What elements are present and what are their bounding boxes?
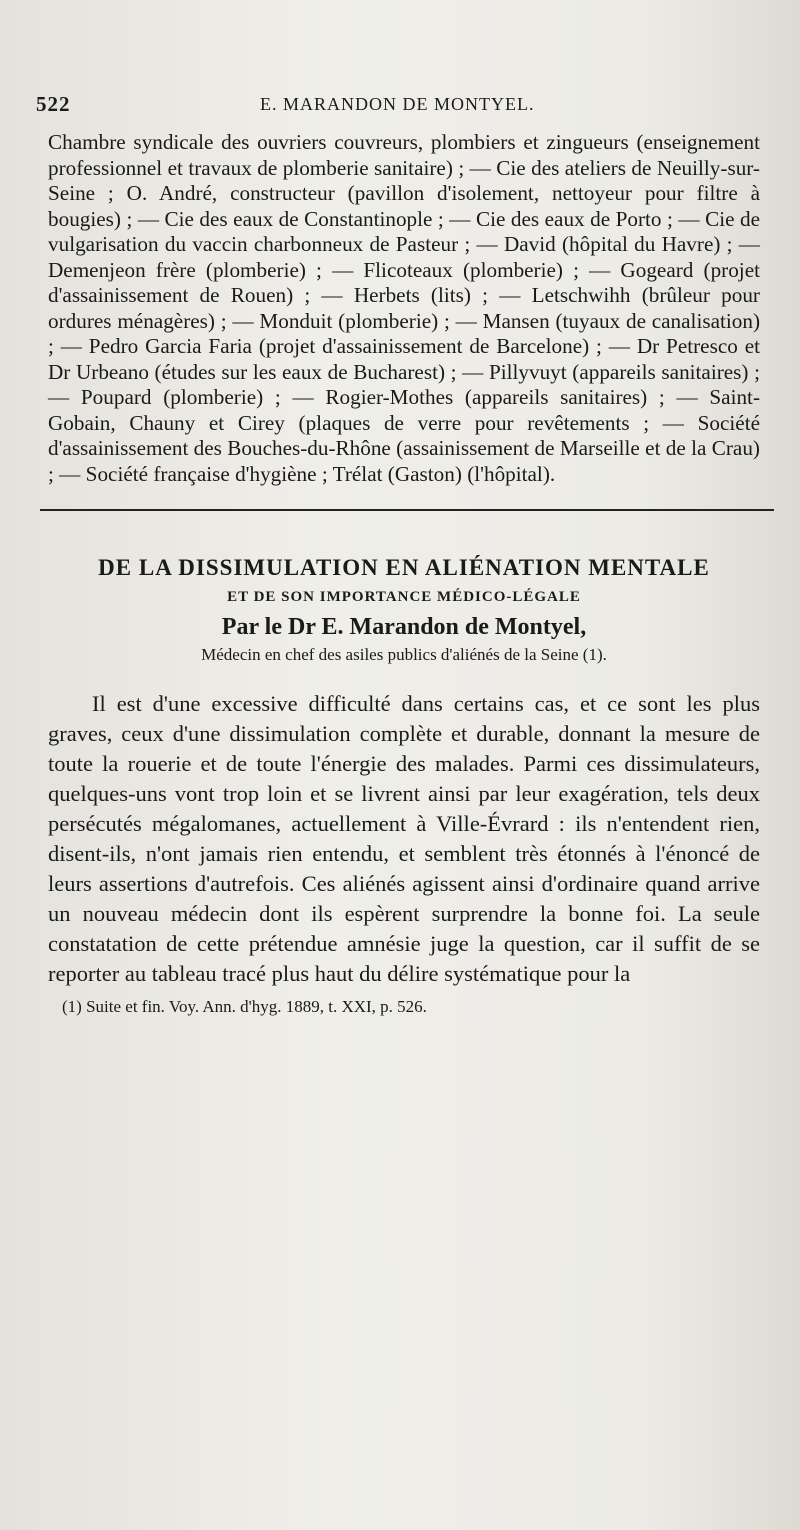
footnote: (1) Suite et fin. Voy. Ann. d'hyg. 1889, t. XXI, p. 526. [62, 997, 427, 1016]
article-title: DE LA DISSIMULATION EN ALIÉNATION MENTALE [98, 555, 710, 580]
page-body [48, 130, 760, 1017]
article-subtitle: ET DE SON IMPORTANCE MÉDICO-LÉGALE [227, 589, 581, 605]
author-affiliation: Médecin en chef des asiles publics d'aliénés de la Seine (1). [201, 645, 607, 664]
exhibitors-paragraph: Chambre syndicale des ouvriers couvreurs, plombiers et zingueurs (enseignement professionnel et travaux de plomberie sanitaire) ; — Cie des ateliers de Neuilly-sur-Seine ; O. André, constructeur (pavillon d'isolement, nettoyeur pour filtre à bougies) ; — Cie des eaux de Constantinople ; — Cie des eaux de Porto ; — Cie de vulgarisation du vaccin charbonneux de Pasteur ; — David (hôpital du Havre) ; — Demenjeon frère (plomberie) ; — Flicoteaux (plomberie) ; — Gogeard (projet d'assainissement de Rouen) ; — Herbets (lits) ; — Letschwihh (brûleur pour ordures ménagères) ; — Monduit (plomberie) ; — Mansen (tuyaux de canalisation) ; — Pedro Garcia Faria (projet d'assainissement de Barcelone) ; — Dr Petresco et Dr Urbeano (études sur les eaux de Bucharest) ; — Pillyvuyt (appareils sanitaires) ; — Poupard (plomberie) ; — Rogier-Mothes (appareils sanitaires) ; — Saint-Gobain, Chauny et Cirey (plaques de verre pour revêtements ; — Société d'assainissement des Bouches-du-Rhône (assainissement de Marseille et de la Crau) ; — Société française d'hygiène ; Trélat (Gaston) (l'hôpital). [48, 130, 760, 486]
article-text [48, 689, 760, 989]
section-divider [40, 509, 774, 511]
body-paragraph: Il est d'une excessive difficulté dans certains cas, et ce sont les plus graves, ceux d'une dissimulation complète et durable, donnant la mesure de toute la rouerie et de toute l'énergie des malades. Parmi ces dissimulateurs, quelques-uns vont trop loin et se livrent ainsi par leur exagération, tels deux persécutés mégalomanes, actuellement à Ville-Évrard : ils n'entendent rien, disent-ils, n'ont jamais rien entendu, et semblent très étonnés à l'énoncé de leurs assertions d'autrefois. Ces aliénés agissent ainsi d'ordinaire quand arrive un nouveau médecin dont ils espèrent surprendre la bonne foi. La seule constatation de cette prétendue amnésie juge la question, car il suffit de se reporter au tableau tracé plus haut du délire systématique pour la [48, 691, 760, 986]
author-byline: Par le Dr E. Marandon de Montyel, [221, 614, 587, 640]
page-number: 522 [36, 92, 71, 116]
page-header [36, 88, 760, 130]
running-title: E. MARANDON DE MONTYEL. [260, 94, 535, 114]
exhibitors-list [48, 130, 760, 487]
